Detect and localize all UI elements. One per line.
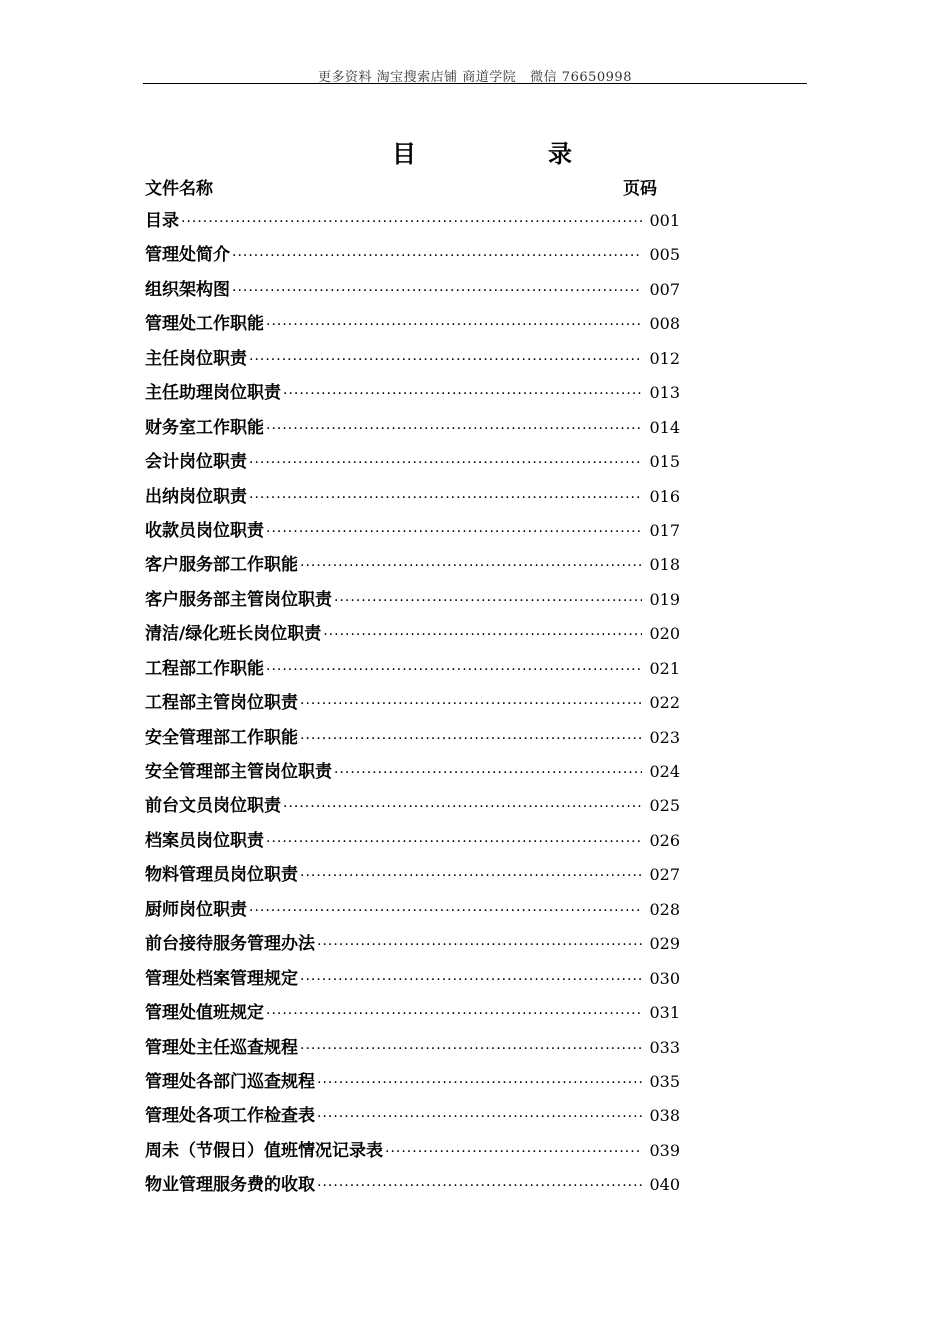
toc-title-part2: 录: [548, 139, 572, 168]
toc-entry[interactable]: [145, 447, 680, 481]
dot-leader: [300, 972, 642, 988]
toc-entry[interactable]: [145, 791, 680, 825]
dot-leader: [181, 214, 642, 230]
toc-title: [392, 134, 572, 169]
toc-entry-name: 物业管理服务费的收取: [145, 1175, 315, 1196]
toc-entry[interactable]: [145, 998, 680, 1032]
page-header-text: 更多资料 淘宝搜索店铺 商道学院 微信 76650998: [318, 70, 632, 85]
toc-entry[interactable]: [145, 482, 680, 516]
toc-entry-page: 035: [649, 1071, 680, 1091]
toc-entry-page: 031: [649, 1003, 680, 1023]
dot-leader: [249, 490, 642, 506]
toc-entry[interactable]: [145, 688, 680, 722]
toc-entry-name: 物料管理员岗位职责: [145, 865, 298, 886]
toc-entry-page: 008: [649, 314, 680, 334]
toc-entry-page: 029: [649, 934, 680, 954]
toc-entry[interactable]: [145, 1101, 680, 1135]
dot-leader: [323, 627, 642, 643]
toc-entry-page: 007: [649, 279, 680, 299]
dot-leader: [283, 386, 642, 402]
toc-entry-name: 收款员岗位职责: [145, 520, 264, 541]
toc-title-part1: 目: [392, 139, 416, 168]
toc-entry[interactable]: [145, 723, 680, 757]
column-header-name: 文件名称: [145, 179, 213, 199]
toc-entry-page: 019: [649, 589, 680, 609]
toc-entry-name: 管理处各部门巡查规程: [145, 1071, 315, 1092]
toc-entry-page: 005: [649, 245, 680, 265]
toc-entry-page: 038: [649, 1106, 680, 1126]
toc-entry-name: 清洁/绿化班长岗位职责: [145, 624, 322, 645]
toc-entry-name: 组织架构图: [145, 279, 230, 300]
toc-entry-name: 管理处简介: [145, 245, 230, 266]
toc-entry-page: 018: [649, 555, 680, 575]
toc-entry-page: 023: [649, 727, 680, 747]
toc-entry-name: 前台接待服务管理办法: [145, 934, 315, 955]
toc-entry[interactable]: [145, 1170, 680, 1204]
toc-entry-page: 030: [649, 968, 680, 988]
toc-entry-name: 管理处各项工作检查表: [145, 1106, 315, 1127]
dot-leader: [300, 731, 642, 747]
dot-leader: [283, 799, 642, 815]
toc-entry[interactable]: [145, 1033, 680, 1067]
toc-entry[interactable]: [145, 550, 680, 584]
toc-entry-name: 目录: [145, 211, 179, 231]
toc-entry[interactable]: [145, 240, 680, 274]
toc-entry-page: 017: [649, 520, 680, 540]
toc-entry-page: 039: [649, 1140, 680, 1160]
toc-entry[interactable]: [145, 413, 680, 447]
toc-entry[interactable]: [145, 516, 680, 550]
toc-entry[interactable]: [145, 1067, 680, 1101]
toc-entry-page: 024: [649, 762, 680, 781]
toc-entry[interactable]: [145, 206, 680, 240]
toc-entry-name: 安全管理部工作职能: [145, 727, 298, 748]
dot-leader: [232, 283, 642, 299]
toc-entry-name: 主任助理岗位职责: [145, 383, 281, 404]
dot-leader: [300, 696, 642, 712]
toc-entry[interactable]: [145, 378, 680, 412]
toc-entry[interactable]: [145, 860, 680, 894]
toc-entry-page: 028: [649, 899, 680, 919]
toc-entry-name: 客户服务部主管岗位职责: [145, 589, 332, 610]
dot-leader: [249, 455, 642, 471]
toc-entry-name: 厨师岗位职责: [145, 899, 247, 920]
toc-entry[interactable]: [145, 344, 680, 378]
dot-leader: [266, 834, 642, 850]
toc-entry-name: 安全管理部主管岗位职责: [145, 762, 332, 782]
toc-entry-name: 档案员岗位职责: [145, 830, 264, 851]
toc-entry-page: 033: [649, 1037, 680, 1057]
dot-leader: [385, 1144, 642, 1160]
toc-entry-page: 027: [649, 865, 680, 885]
toc-entry[interactable]: [145, 757, 680, 791]
toc-entry-page: 026: [649, 830, 680, 850]
toc-entry[interactable]: [145, 929, 680, 963]
column-header-page: 页码: [623, 179, 657, 199]
dot-leader: [266, 524, 642, 540]
toc-list: [145, 206, 685, 1205]
dot-leader: [249, 903, 642, 919]
toc-entry-name: 主任岗位职责: [145, 348, 247, 369]
dot-leader: [300, 558, 642, 574]
dot-leader: [266, 421, 642, 437]
toc-entry-page: 013: [649, 383, 680, 403]
toc-entry-name: 客户服务部工作职能: [145, 555, 298, 576]
dot-leader: [249, 352, 642, 368]
toc-entry-name: 管理处值班规定: [145, 1003, 264, 1024]
dot-leader: [266, 662, 642, 678]
toc-entry-page: 012: [649, 348, 680, 368]
dot-leader: [317, 1109, 642, 1125]
dot-leader: [266, 1006, 642, 1022]
toc-entry-page: 020: [649, 624, 680, 644]
toc-entry[interactable]: [145, 826, 680, 860]
toc-entry-name: 周未（节假日）值班情况记录表: [145, 1140, 383, 1161]
toc-entry-page: 016: [649, 486, 680, 506]
toc-entry[interactable]: [145, 275, 680, 309]
dot-leader: [334, 593, 642, 609]
dot-leader: [317, 937, 642, 953]
toc-entry[interactable]: [145, 895, 680, 929]
toc-entry[interactable]: [145, 309, 680, 343]
toc-entry[interactable]: [145, 654, 680, 688]
toc-entry-name: 出纳岗位职责: [145, 486, 247, 507]
toc-entry-page: 021: [649, 658, 680, 678]
toc-entry[interactable]: [145, 1136, 680, 1170]
toc-entry-name: 前台文员岗位职责: [145, 796, 281, 817]
header-rule: [143, 83, 807, 84]
toc-entry-page: 040: [649, 1175, 680, 1195]
toc-entry-name: 会计岗位职责: [145, 452, 247, 473]
toc-entry-name: 管理处档案管理规定: [145, 968, 298, 989]
toc-entry-page: 022: [649, 693, 680, 713]
dot-leader: [317, 1178, 642, 1194]
dot-leader: [334, 765, 642, 781]
toc-entry-page: 015: [649, 452, 680, 472]
dot-leader: [300, 868, 642, 884]
toc-entry-name: 管理处工作职能: [145, 314, 264, 335]
toc-entry[interactable]: [145, 619, 680, 653]
toc-entry-page: 001: [649, 211, 680, 230]
dot-leader: [232, 248, 642, 264]
dot-leader: [317, 1075, 642, 1091]
toc-entry[interactable]: [145, 585, 680, 619]
dot-leader: [300, 1041, 642, 1057]
toc-entry-page: 014: [649, 417, 680, 437]
toc-entry-name: 管理处主任巡查规程: [145, 1037, 298, 1058]
toc-entry-name: 工程部主管岗位职责: [145, 693, 298, 714]
dot-leader: [266, 317, 642, 333]
toc-entry[interactable]: [145, 964, 680, 998]
toc-entry-name: 财务室工作职能: [145, 417, 264, 438]
toc-entry-name: 工程部工作职能: [145, 658, 264, 679]
toc-column-header: [145, 174, 665, 199]
toc-entry-page: 025: [649, 796, 680, 816]
